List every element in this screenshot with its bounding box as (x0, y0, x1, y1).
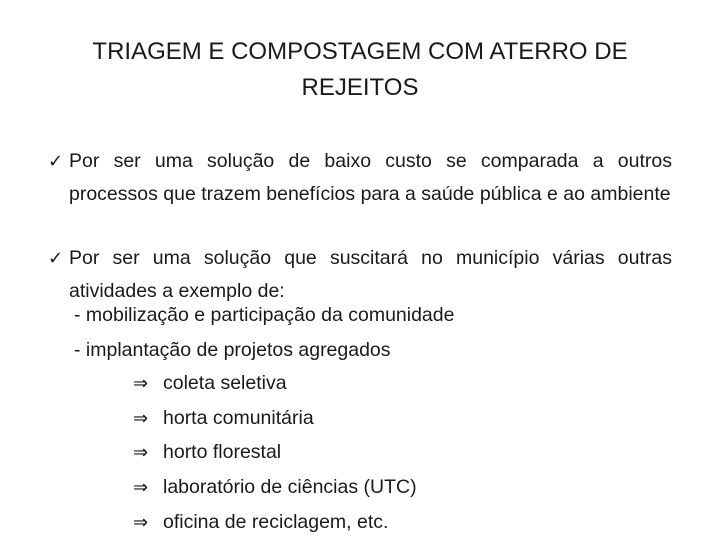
bullet-item (48, 242, 672, 307)
implies-arrow-icon: ⇒ (133, 442, 149, 463)
bullet-item (48, 145, 672, 210)
project-label: horta comunitária (163, 407, 314, 429)
slide-title: TRIAGEM E COMPOSTAGEM COM ATERRO DE REJEITOS (92, 38, 628, 101)
project-item (133, 436, 281, 469)
project-label: laboratório de ciências (UTC) (163, 476, 417, 498)
sub-item-projects: - implantação de projetos agregados (74, 339, 391, 361)
checkmark-icon: ✓ (48, 151, 64, 171)
implies-arrow-icon: ⇒ (133, 512, 149, 533)
checkmark-icon: ✓ (48, 248, 64, 268)
project-item (133, 471, 417, 504)
bullet-text: Por ser uma solução de baixo custo se comparada a outros processos que trazem benefícios para a saúde pública e ao ambiente (69, 150, 672, 205)
sub-item-mobilization: - mobilização e participação da comunidade (74, 304, 455, 326)
project-label: coleta seletiva (163, 372, 287, 394)
project-item (133, 367, 287, 400)
project-item (133, 506, 388, 539)
implies-arrow-icon: ⇒ (133, 477, 149, 498)
implies-arrow-icon: ⇒ (133, 373, 149, 394)
project-label: horto florestal (163, 441, 282, 463)
project-label: oficina de reciclagem, etc. (163, 511, 389, 533)
bullet-text: Por ser uma solução que suscitará no município várias outras atividades a exemplo de: (69, 247, 672, 302)
project-item (133, 402, 314, 435)
implies-arrow-icon: ⇒ (133, 408, 149, 429)
